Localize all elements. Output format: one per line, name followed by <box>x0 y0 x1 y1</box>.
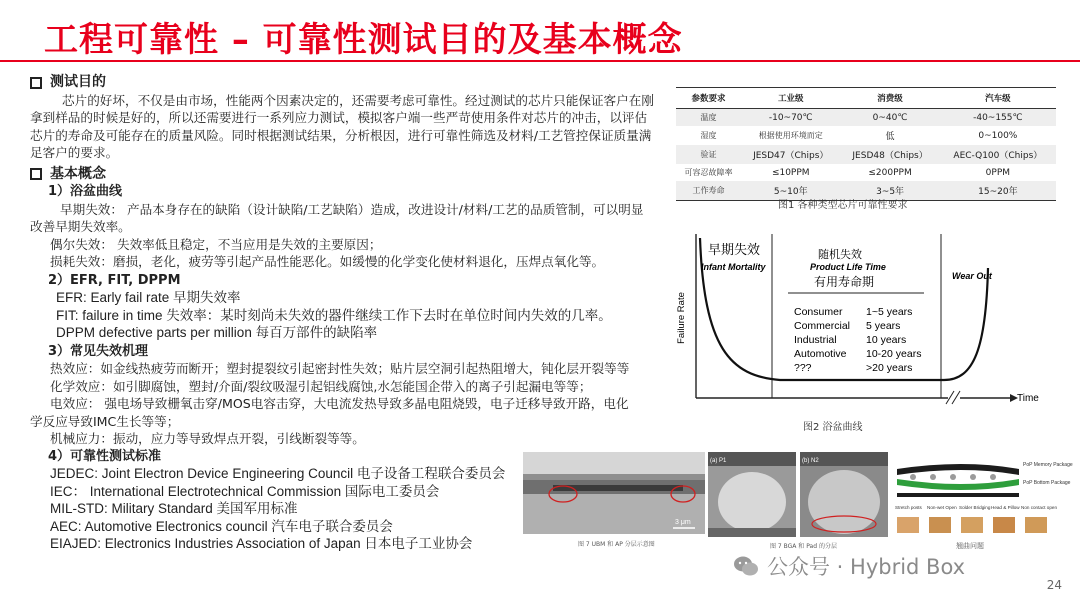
bathtub-curve-diagram <box>668 228 1058 410</box>
standard-item: MIL-STD: Military Standard 美国军用标准 <box>50 501 298 516</box>
table-header-row <box>676 88 1056 109</box>
standard-item: AEC: Automotive Electronics council 汽车电子联合委员会 <box>50 518 393 534</box>
early-failure-text: 早期失效： 产品本身存在的缺陷（设计缺陷/工艺缺陷）造成，改进设计/材料/工艺的品质管制，可以明显改善早期失效率。 <box>30 201 644 234</box>
electrical-effect-text: 电效应： 强电场导致栅氧击穿/MOS电容击穿，大电流发热导致多晶电阻烧毁，电子迁移导致开路，电化 <box>50 396 629 411</box>
table-row <box>676 126 1056 145</box>
section-heading-concepts: 基本概念 <box>30 166 655 184</box>
x-axis-label: Time <box>1017 393 1039 404</box>
bga-pad-delamination-image <box>708 452 888 537</box>
fit-text: FIT: failure in time 失效率：某时刻尚未失效的器件继续工作下去时在单位时间内失效的几率。 <box>56 307 612 323</box>
pop-memory-label: PoP Memory Package <box>1023 462 1073 468</box>
watermark-text: 公众号 · Hybrid Box <box>767 555 966 579</box>
random-failure-text: 偶尔失效： 失效率低且稳定，不当应用是失效的主要原因； <box>50 236 382 252</box>
image1-caption: 图 7 UBM 和 AP 分层示意图 <box>578 541 655 548</box>
life-duration: 10 years <box>866 334 907 346</box>
table-row <box>676 164 1056 181</box>
table-cell: 低 <box>885 132 895 142</box>
table-row <box>676 145 1056 164</box>
pop-warpage-diagram <box>893 457 1073 545</box>
table-cell: 湿度 <box>700 131 717 140</box>
subheading-bathtub: 1）浴盆曲线 <box>48 184 123 199</box>
electrical-effect-text-cont: 学反应导致IMC生长等等； <box>30 413 180 429</box>
efr-text: EFR: Early fail rate 早期失效率 <box>56 290 241 305</box>
panel-tag: (b) N2 <box>802 458 819 464</box>
wearout-failure-text: 损耗失效：磨损，老化，疲劳等引起产品性能恶化。如缓慢的化学变化使材料退化，压焊点氧化等。 <box>50 254 605 269</box>
early-failure-en-label: Infant Mortality <box>701 262 766 272</box>
bathtub-caption: 图2 浴盆曲线 <box>803 422 863 433</box>
scale-bar-label: 3 μm <box>675 519 691 526</box>
table-header-cell: 工业级 <box>741 88 840 109</box>
life-category: ??? <box>794 362 812 374</box>
table-cell: 温度 <box>676 109 741 127</box>
table-cell: 5~10年 <box>741 181 840 201</box>
life-duration: 1~5 years <box>866 306 913 318</box>
dppm-text: DPPM defective parts per million 每百万部件的缺陷率 <box>56 325 378 340</box>
table-cell: 3~5年 <box>840 181 939 201</box>
life-category: Commercial <box>794 320 851 332</box>
table-cell: 0PPM <box>985 167 1011 178</box>
section-heading-purpose: 测试目的 <box>30 74 655 92</box>
standard-item: JEDEC: Joint Electron Device Engineering Council 电子设备工程联合委员会 <box>50 466 506 481</box>
ubm-delamination-image <box>523 452 705 534</box>
page-title: 工程可靠性 – 可靠性测试目的及基本概念 <box>44 20 683 60</box>
table-row <box>676 109 1056 127</box>
table-header-cell: 汽车级 <box>940 88 1056 109</box>
wechat-icon <box>733 555 759 577</box>
table-caption: 图1 各种类型芯片可靠性要求 <box>778 200 908 211</box>
table-cell: -40~155℃ <box>940 109 1056 127</box>
panel-tag: (a) P1 <box>710 458 727 464</box>
life-category: Automotive <box>794 348 847 360</box>
purpose-paragraph: 芯片的好坏，不仅是由市场，性能两个因素决定的，还需要考虑可靠性。经过测试的芯片只能保证客户在刚拿到样品的时候是好的，所以还需要进行一系列应力测试，模拟客户端一些严苛使用条件对芯片的冲击，以评估芯片的寿命及可能存在的质量风险。同时根据测试结果，分析根因，进行可靠性筛选及材料/工艺管控保证质量满足客户的要求。 <box>30 92 654 160</box>
life-category: Industrial <box>794 334 837 346</box>
thermal-effect-text: 热效应：如金线热疲劳而断开；塑封提裂纹引起密封性失效；贴片层空洞引起热阻增大，钝化层开裂等等 <box>50 361 630 376</box>
life-duration: >20 years <box>866 362 913 374</box>
life-category: Consumer <box>794 306 843 318</box>
table-cell: 0~40℃ <box>840 109 939 127</box>
y-axis-label: Failure Rate <box>676 292 687 344</box>
table-header-cell: 消费级 <box>840 88 939 109</box>
early-failure-cn-label: 早期失效 <box>708 243 761 258</box>
standard-item: EIAJED: Electronics Industries Association of Japan 日本电子工业协会 <box>50 536 473 551</box>
table-cell: ≤10PPM <box>771 167 810 178</box>
square-bullet-icon <box>30 77 42 89</box>
table-cell: 0~100% <box>978 130 1018 141</box>
defect-label: Head & Pillow <box>991 505 1020 510</box>
useful-life-cn-label: 有用寿命期 <box>814 275 875 289</box>
random-failure-en-label: Product Life Time <box>810 262 886 272</box>
image2-caption: 图 7 BGA 和 Pad 的分层 <box>770 543 837 550</box>
defect-label: Non contact open <box>1021 505 1058 510</box>
defect-label: Solder Bridging <box>959 505 991 510</box>
table-cell: 根据使用环境而定 <box>758 131 823 140</box>
mechanical-effect-text: 机械应力：振动，应力等导致焊点开裂，引线断裂等等。 <box>50 431 365 446</box>
defect-label: Non-wet Open <box>927 505 957 510</box>
wear-out-label: Wear Out <box>952 271 992 281</box>
table-cell: JESD47（Chips） <box>741 145 840 164</box>
standard-item: IEC： International Electrotechnical Commission 国际电工委员会 <box>50 483 440 499</box>
table-cell: JESD48（Chips） <box>840 145 939 164</box>
chemical-effect-text: 化学效应：如引脚腐蚀，塑封/介面/裂纹吸湿引起铝线腐蚀,水怎能国企带入的离子引起漏电等等； <box>50 378 592 394</box>
subheading-mechanisms: 3）常见失效机理 <box>48 343 149 359</box>
life-duration: 5 years <box>866 320 901 332</box>
subheading-standards: 4）可靠性测试标准 <box>48 448 162 464</box>
subheading-efr: 2）EFR, FIT, DPPM <box>48 272 181 288</box>
table-cell: 可容忍故障率 <box>684 168 733 177</box>
defect-label: Stretch posts <box>895 505 922 510</box>
random-failure-cn-label: 随机失效 <box>818 248 862 261</box>
table-cell: 15~20年 <box>940 181 1056 201</box>
table-cell: AEC-Q100（Chips） <box>940 145 1056 164</box>
watermark <box>733 551 965 581</box>
table-cell: 验证 <box>676 145 741 164</box>
table-cell: 工作寿命 <box>676 181 741 201</box>
life-duration: 10-20 years <box>866 348 922 360</box>
table-cell: -10~70℃ <box>741 109 840 127</box>
reliability-spec-table <box>676 87 1056 201</box>
table-cell: ≤200PPM <box>868 167 912 178</box>
table-header-cell: 参数要求 <box>676 88 741 109</box>
title-underline <box>0 60 1080 62</box>
image3-caption: 翘曲问题 <box>956 542 984 550</box>
pop-bottom-label: PoP Bottom Package <box>1023 480 1071 486</box>
page-number: 24 <box>1046 578 1062 592</box>
square-bullet-icon <box>30 168 42 180</box>
